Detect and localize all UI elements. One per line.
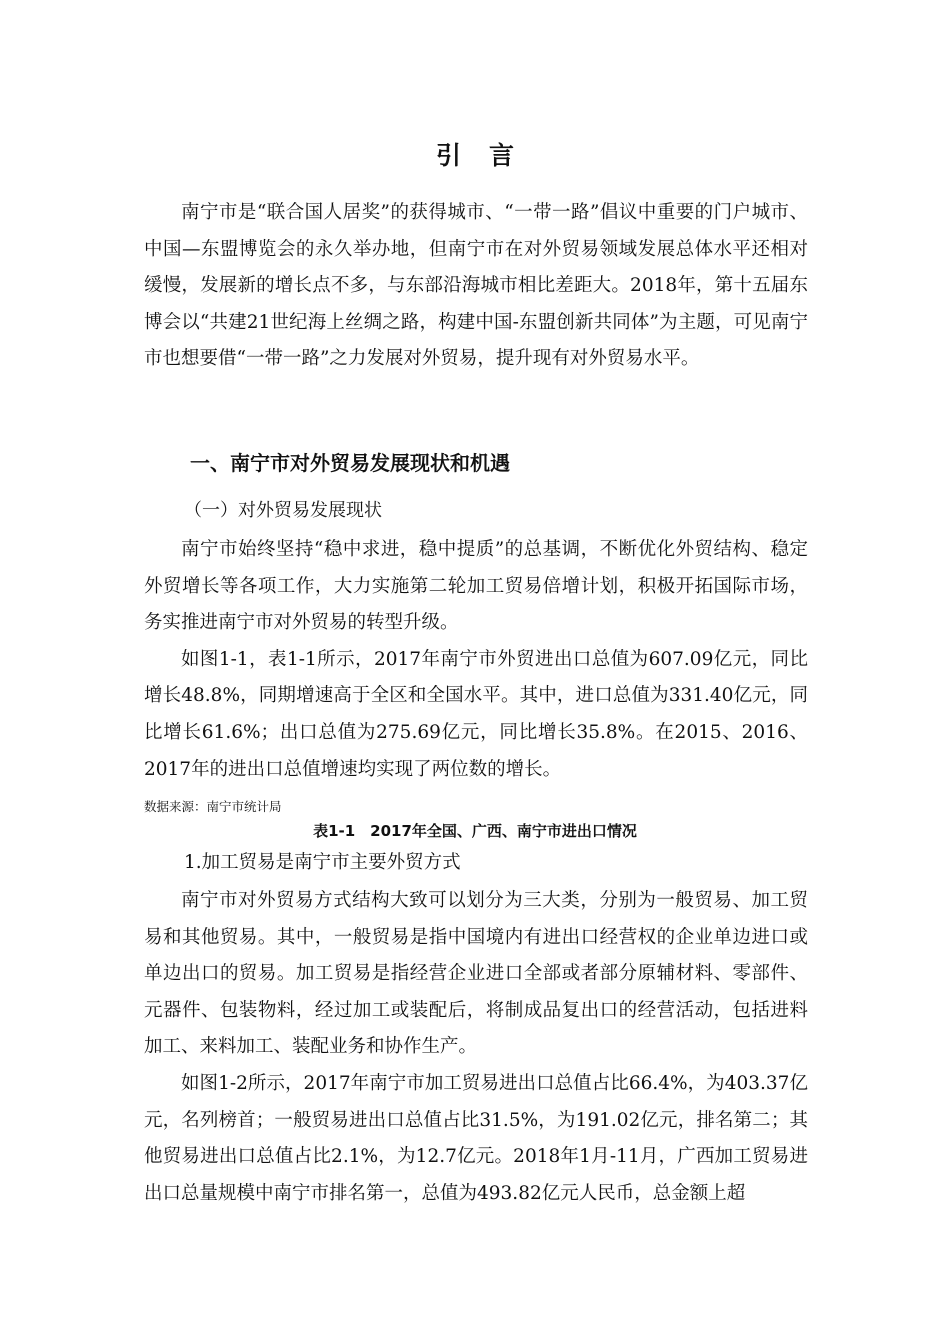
page-title — [0, 136, 950, 172]
intro-paragraph: 南宁市是“联合国人居奖”的获得城市、“一带一路”倡议中重要的门户城市、中国—东盟博览会的永久举办地，但南宁市在对外贸易领域发展总体水平还相对缓慢，发展新的增长点不多，与东部沿海城市相比差距大。2018年，第十五届东博会以“共建21世纪海上丝绸之路，构建中国-东盟创新共同体”为主题，可见南宁市也想要借“一带一路”之力发展对外贸易，提升现有对外贸易水平。 — [144, 202, 808, 370]
table-caption: 表1-1 2017年全国、广西、南宁市进出口情况 — [313, 822, 637, 840]
title-part-2: 言 — [489, 141, 515, 170]
subsection-heading: （一）对外贸易发展现状 — [184, 500, 382, 521]
section-heading: 一、南宁市对外贸易发展现状和机遇 — [190, 451, 510, 475]
data-source-note: 数据来源：南宁市统计局 — [144, 799, 282, 814]
status-block — [144, 532, 808, 788]
processing-trade-block — [144, 883, 808, 1212]
title-part-1: 引 — [435, 141, 461, 170]
paragraph-status: 南宁市始终坚持“稳中求进，稳中提质”的总基调，不断优化外贸结构、稳定外贸增长等各项工作，大力实施第二轮加工贸易倍增计划，积极开拓国际市场，务实推进南宁市对外贸易的转型升级。 — [144, 539, 808, 634]
point-heading: 1.加工贸易是南宁市主要外贸方式 — [184, 852, 461, 873]
paragraph-trade-shares: 如图1-2所示，2017年南宁市加工贸易进出口总值占比66.4%，为403.37亿元，名列榜首；一般贸易进出口总值占比31.5%，为191.02亿元，排名第二；其他贸易进出口总值占比2.1%，为12.7亿元。2018年1月-11月，广西加工贸易进出口总量规模中南宁市排名第一，总值为493.82亿元人民币，总金额上超 — [144, 1072, 808, 1204]
intro-block — [144, 195, 808, 378]
paragraph-trade-values: 如图1-1，表1-1所示，2017年南宁市外贸进出口总值为607.09亿元，同比增长48.8%，同期增速高于全区和全国水平。其中，进口总值为331.40亿元，同比增长61.6%；出口总值为275.69亿元，同比增长35.8%。在2015、2016、2017年的进出口总值增速均实现了两位数的增长。 — [144, 648, 808, 780]
paragraph-trade-types: 南宁市对外贸易方式结构大致可以划分为三大类，分别为一般贸易、加工贸易和其他贸易。其中，一般贸易是指中国境内有进出口经营权的企业单边进口或单边出口的贸易。加工贸易是指经营企业进口全部或者部分原辅材料、零部件、元器件、包装物料，经过加工或装配后，将制成品复出口的经营活动，包括进料加工、来料加工、装配业务和协作生产。 — [144, 890, 808, 1058]
